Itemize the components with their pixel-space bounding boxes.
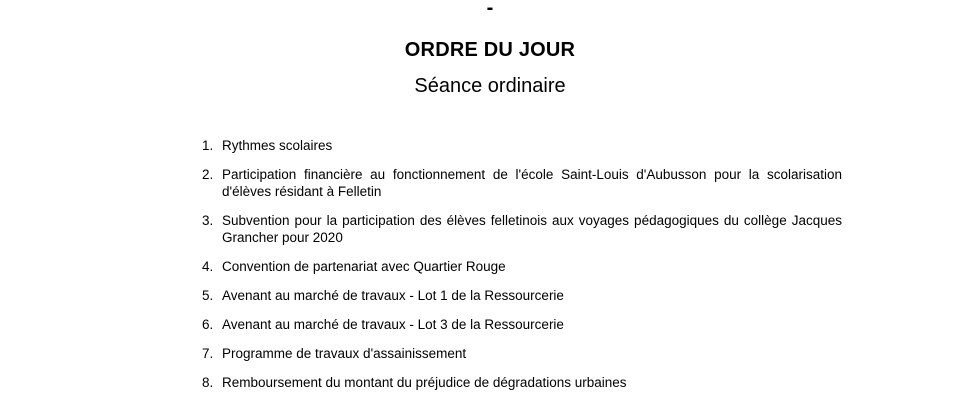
agenda-item-number: 8. <box>202 375 214 390</box>
page-title: ORDRE DU JOUR <box>404 39 576 61</box>
header-dash: - <box>486 0 494 19</box>
agenda-item-text: Avenant au marché de travaux - Lot 1 de la Ressourcerie <box>222 288 564 303</box>
agenda-item <box>202 212 842 246</box>
page-subtitle: Séance ordinaire <box>414 75 566 97</box>
agenda-item-text: Remboursement du montant du préjudice de dégradations urbaines <box>222 375 627 390</box>
agenda-item <box>202 287 842 304</box>
agenda-item <box>202 345 842 362</box>
agenda-item-number: 5. <box>202 288 214 303</box>
agenda-item-text: Subvention pour la participation des élèves felletinois aux voyages pédagogiques du collège Jacques Grancher pour 2020 <box>222 213 842 245</box>
agenda-item-number: 4. <box>202 259 214 274</box>
agenda-item-text: Convention de partenariat avec Quartier Rouge <box>222 259 506 274</box>
agenda-item-number: 6. <box>202 317 214 332</box>
agenda-item <box>202 137 842 154</box>
agenda-item-number: 7. <box>202 346 214 361</box>
agenda-item <box>202 316 842 333</box>
agenda-list <box>202 137 842 400</box>
agenda-item-text: Programme de travaux d'assainissement <box>222 346 467 361</box>
agenda-item <box>202 374 842 391</box>
agenda-item-number: 2. <box>202 167 214 182</box>
agenda-item-text: Rythmes scolaires <box>222 138 333 153</box>
agenda-item-number: 1. <box>202 138 214 153</box>
agenda-item-number: 3. <box>202 213 214 228</box>
agenda-item-text: Avenant au marché de travaux - Lot 3 de la Ressourcerie <box>222 317 564 332</box>
agenda-item-text: Participation financière au fonctionnement de l'école Saint-Louis d'Aubusson pour la scolarisation d'élèves résidant à Felletin <box>222 167 842 199</box>
agenda-item <box>202 166 842 200</box>
agenda-item <box>202 258 842 275</box>
